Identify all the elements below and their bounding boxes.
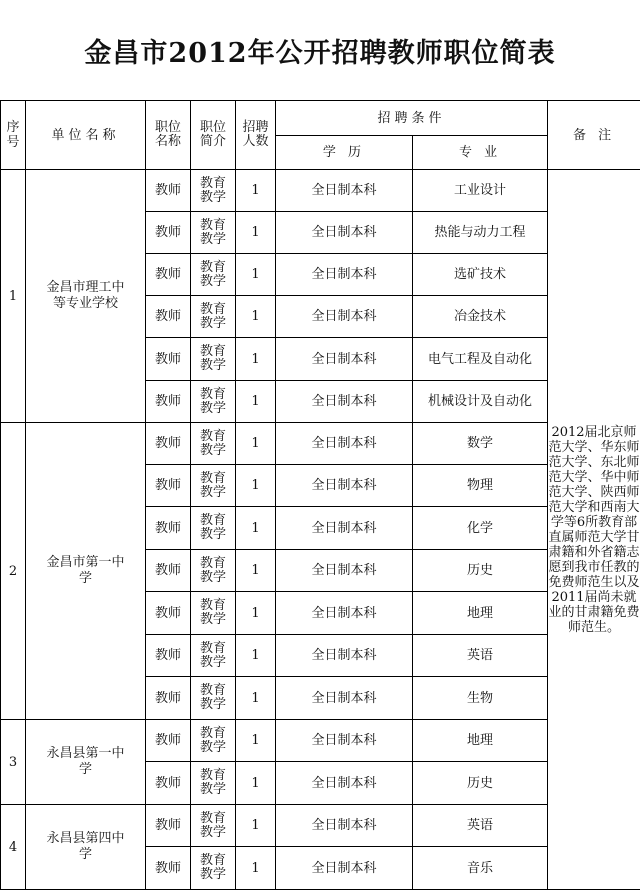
cell-major: 地理 (413, 720, 548, 762)
cell-education: 全日制本科 (276, 550, 413, 592)
cell-position: 教师 (146, 296, 191, 338)
cell-position: 教师 (146, 805, 191, 847)
cell-education: 全日制本科 (276, 423, 413, 465)
cell-unit: 永昌县第四中学 (26, 805, 146, 890)
cell-education: 全日制本科 (276, 592, 413, 635)
cell-intro: 教育教学 (191, 465, 236, 507)
cell-position: 教师 (146, 507, 191, 550)
table-row (1, 720, 640, 762)
cell-position: 教师 (146, 212, 191, 254)
cell-intro: 教育教学 (191, 507, 236, 550)
cell-count: 1 (236, 381, 276, 423)
cell-education: 全日制本科 (276, 296, 413, 338)
cell-major: 历史 (413, 550, 548, 592)
cell-major: 热能与动力工程 (413, 212, 548, 254)
cell-count: 1 (236, 550, 276, 592)
cell-intro: 教育教学 (191, 170, 236, 212)
cell-education: 全日制本科 (276, 805, 413, 847)
cell-intro: 教育教学 (191, 592, 236, 635)
cell-seq: 4 (1, 805, 26, 890)
cell-intro: 教育教学 (191, 296, 236, 338)
cell-position: 教师 (146, 762, 191, 805)
header-conditions: 招聘条件 (276, 101, 548, 136)
header-position-intro: 职位简介 (191, 101, 236, 170)
cell-education: 全日制本科 (276, 720, 413, 762)
cell-major: 数学 (413, 423, 548, 465)
cell-count: 1 (236, 296, 276, 338)
cell-count: 1 (236, 677, 276, 720)
cell-major: 冶金技术 (413, 296, 548, 338)
cell-intro: 教育教学 (191, 805, 236, 847)
header-count: 招聘人数 (236, 101, 276, 170)
cell-intro: 教育教学 (191, 338, 236, 381)
cell-intro: 教育教学 (191, 635, 236, 677)
remarks-cell: 2012届北京师范大学、华东师范大学、东北师范大学、华中师范大学、陕西师范大学和西南大学等6所教育部直属师范大学甘肃籍和外省籍志愿到我市任教的免费师范生以及2011届尚未就业的甘肃籍免费师范生。 (548, 170, 640, 890)
cell-count: 1 (236, 720, 276, 762)
header-major: 专 业 (413, 136, 548, 170)
header-remarks: 备 注 (548, 101, 640, 170)
cell-major: 选矿技术 (413, 254, 548, 296)
cell-intro: 教育教学 (191, 381, 236, 423)
cell-count: 1 (236, 592, 276, 635)
cell-unit: 金昌市第一中学 (26, 423, 146, 720)
header-seq: 序号 (1, 101, 26, 170)
cell-education: 全日制本科 (276, 677, 413, 720)
cell-education: 全日制本科 (276, 847, 413, 890)
cell-intro: 教育教学 (191, 720, 236, 762)
cell-education: 全日制本科 (276, 254, 413, 296)
header-unit: 单位名称 (26, 101, 146, 170)
cell-education: 全日制本科 (276, 465, 413, 507)
cell-position: 教师 (146, 381, 191, 423)
cell-position: 教师 (146, 677, 191, 720)
cell-seq: 2 (1, 423, 26, 720)
cell-intro: 教育教学 (191, 550, 236, 592)
cell-major: 电气工程及自动化 (413, 338, 548, 381)
cell-count: 1 (236, 507, 276, 550)
cell-education: 全日制本科 (276, 381, 413, 423)
cell-major: 英语 (413, 805, 548, 847)
cell-count: 1 (236, 635, 276, 677)
cell-position: 教师 (146, 170, 191, 212)
table-row (1, 423, 640, 465)
cell-intro: 教育教学 (191, 762, 236, 805)
cell-position: 教师 (146, 465, 191, 507)
cell-unit: 永昌县第一中学 (26, 720, 146, 805)
table-row (1, 170, 640, 212)
cell-intro: 教育教学 (191, 677, 236, 720)
cell-position: 教师 (146, 720, 191, 762)
cell-position: 教师 (146, 254, 191, 296)
cell-intro: 教育教学 (191, 254, 236, 296)
cell-intro: 教育教学 (191, 847, 236, 890)
cell-intro: 教育教学 (191, 212, 236, 254)
cell-position: 教师 (146, 338, 191, 381)
cell-count: 1 (236, 170, 276, 212)
cell-major: 生物 (413, 677, 548, 720)
cell-position: 教师 (146, 592, 191, 635)
cell-position: 教师 (146, 635, 191, 677)
cell-education: 全日制本科 (276, 635, 413, 677)
cell-count: 1 (236, 254, 276, 296)
cell-major: 地理 (413, 592, 548, 635)
cell-education: 全日制本科 (276, 338, 413, 381)
cell-seq: 3 (1, 720, 26, 805)
positions-table (0, 100, 640, 890)
cell-education: 全日制本科 (276, 762, 413, 805)
cell-major: 机械设计及自动化 (413, 381, 548, 423)
cell-count: 1 (236, 847, 276, 890)
page-title: 金昌市2012年公开招聘教师职位简表 (84, 37, 556, 69)
cell-position: 教师 (146, 847, 191, 890)
cell-count: 1 (236, 465, 276, 507)
cell-unit: 金昌市理工中等专业学校 (26, 170, 146, 423)
header-position-name: 职位名称 (146, 101, 191, 170)
cell-education: 全日制本科 (276, 212, 413, 254)
cell-count: 1 (236, 805, 276, 847)
cell-count: 1 (236, 212, 276, 254)
cell-count: 1 (236, 762, 276, 805)
cell-intro: 教育教学 (191, 423, 236, 465)
header-education: 学 历 (276, 136, 413, 170)
cell-major: 历史 (413, 762, 548, 805)
table-row (1, 805, 640, 847)
cell-seq: 1 (1, 170, 26, 423)
cell-major: 化学 (413, 507, 548, 550)
cell-major: 工业设计 (413, 170, 548, 212)
cell-education: 全日制本科 (276, 507, 413, 550)
cell-major: 英语 (413, 635, 548, 677)
cell-count: 1 (236, 338, 276, 381)
cell-position: 教师 (146, 550, 191, 592)
cell-major: 音乐 (413, 847, 548, 890)
cell-count: 1 (236, 423, 276, 465)
cell-position: 教师 (146, 423, 191, 465)
cell-education: 全日制本科 (276, 170, 413, 212)
cell-major: 物理 (413, 465, 548, 507)
